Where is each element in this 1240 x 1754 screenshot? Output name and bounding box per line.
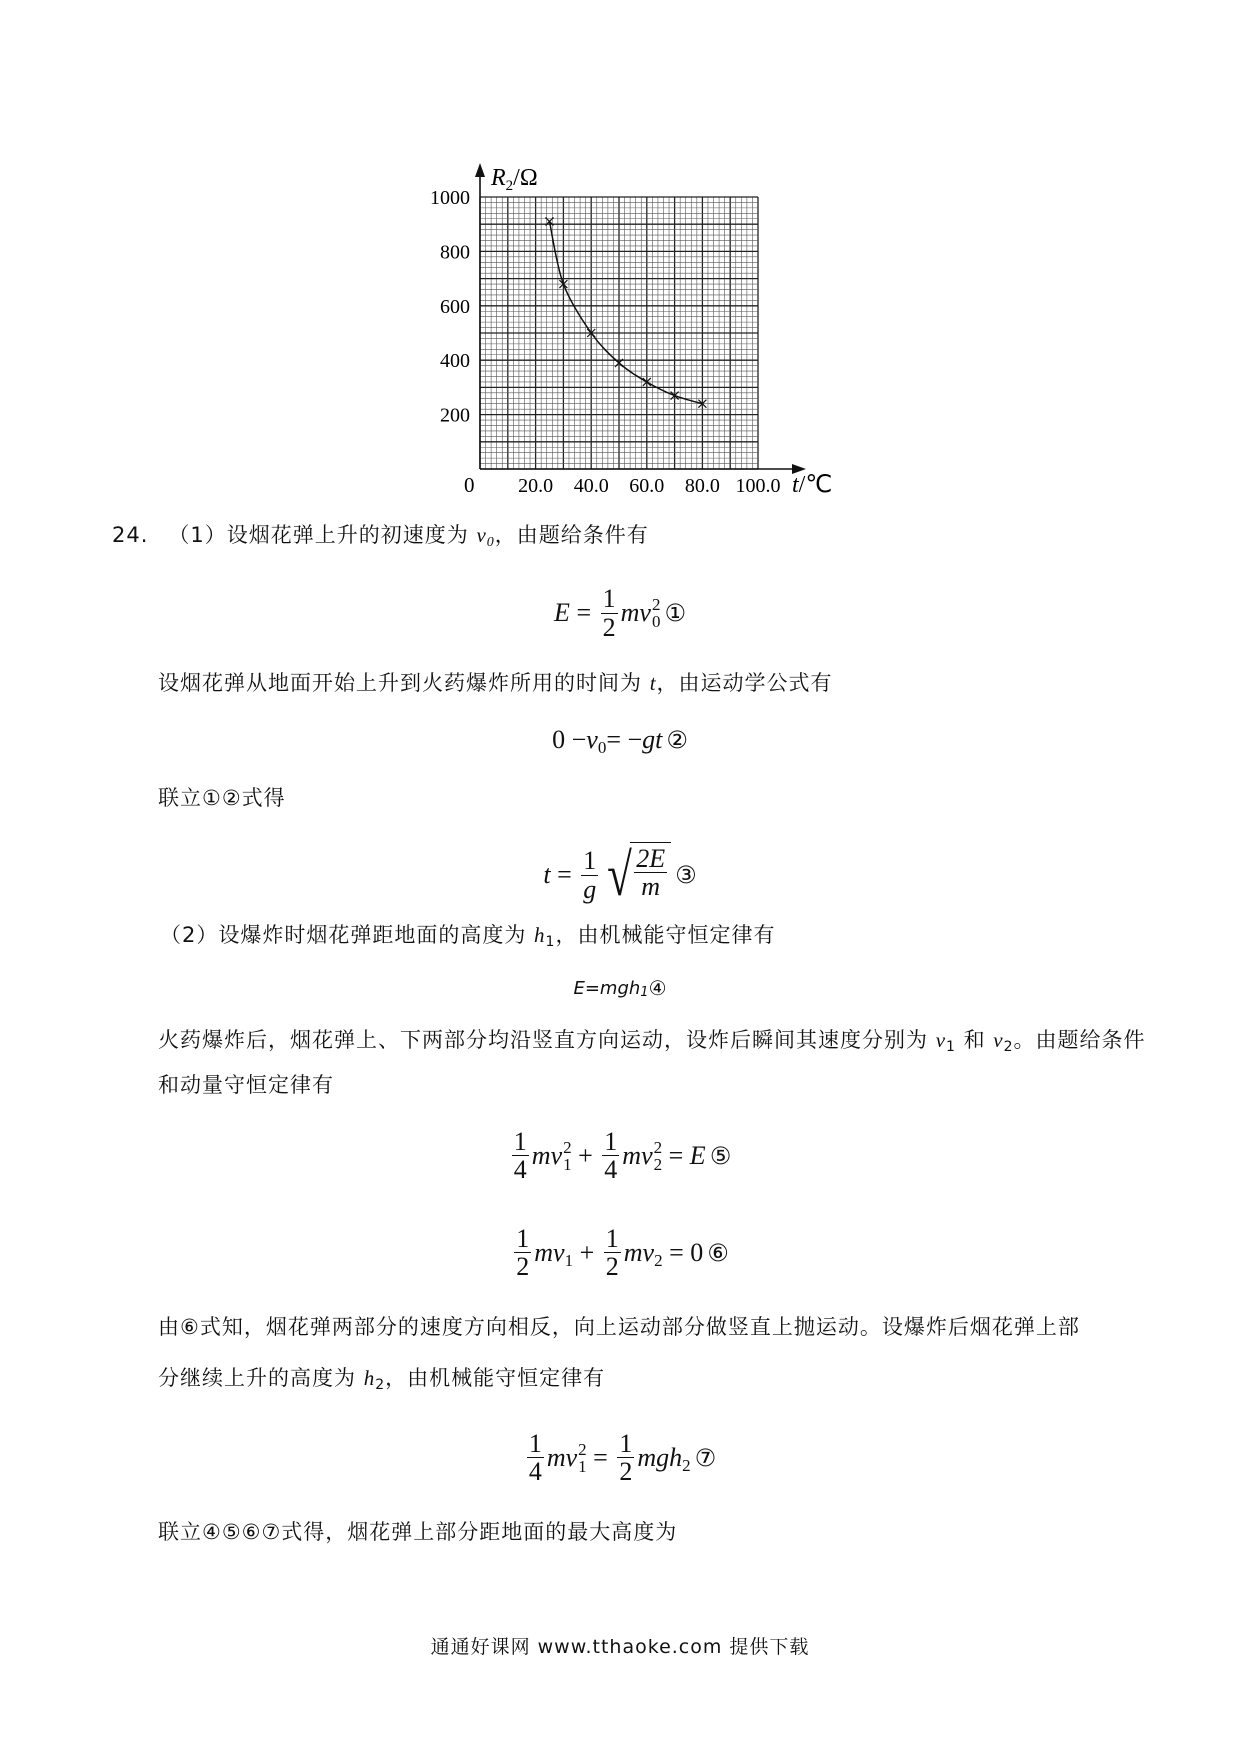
equation-7: $\frac{1}{4}$ mv 2 1 = $\frac{1}{2}$ mgh 2 ⑦ (528, 1428, 717, 1486)
y-tick-label: 600 (440, 295, 470, 318)
y-axis-label: $R_2/\Omega$ (491, 165, 538, 194)
question-line-1: 24. （1）设烟花弹上升的初速度为 v0，由题给条件有 (112, 523, 649, 550)
x-tick-label: 80.0 (684, 475, 720, 497)
text-line-3: 联立①②式得 (158, 786, 286, 810)
y-axis-arrow-icon (475, 163, 485, 177)
text-line-6b: 分继续上升的高度为 h2，由机械能守恒定律有 (158, 1366, 606, 1393)
x-axis-label: t/℃ (792, 472, 833, 498)
x-tick-label: 20.0 (518, 475, 554, 497)
question-number: 24. (112, 523, 149, 547)
equation-5: $\frac{1}{4}$ mv 2 1 + $\frac{1}{4}$ mv 2 2 = E ⑤ (513, 1126, 732, 1184)
text-line-2: 设烟花弹从地面开始上升到火药爆炸所用的时间为 t，由运动学公式有 (158, 671, 833, 695)
equation-4: E=mgh 1 ④ (573, 976, 667, 1000)
x-tick-label: 60.0 (629, 475, 665, 497)
text-line-4: （2）设爆炸时烟花弹距地面的高度为 h1，由机械能守恒定律有 (160, 923, 776, 950)
y-tick-label: 200 (440, 404, 470, 427)
text-line-5b: 和动量守恒定律有 (158, 1073, 334, 1097)
y-tick-label: 400 (440, 350, 470, 373)
equation-2: 0 − v 0 = − gt ② (552, 725, 688, 757)
y-tick-label: 1000 (430, 187, 470, 209)
x-tick-label: 100.0 (735, 475, 781, 497)
text-line-7: 联立④⑤⑥⑦式得，烟花弹上部分距地面的最大高度为 (158, 1520, 678, 1544)
text-line-6a: 由⑥式知，烟花弹两部分的速度方向相反，向上运动部分做竖直上抛运动。设爆炸后烟花弹上部 (158, 1315, 1080, 1339)
equation-6: $\frac{1}{2}$ mv 1 + $\frac{1}{2}$ mv 2 = 0 ⑥ (516, 1223, 729, 1281)
x-tick-label: 40.0 (573, 475, 609, 497)
equation-1: E = $\frac{1}{2}$ mv 2 0 ① (554, 584, 686, 642)
text-line-5a: 火药爆炸后，烟花弹上、下两部分均沿竖直方向运动，设炸后瞬间其速度分别为 v1 和 v2。由题给条件 (158, 1028, 1146, 1055)
equation-3: t = $\frac{1}{g}$ √ $\frac{2E}{m}$ ③ (543, 842, 697, 908)
resistance-temperature-chart (0, 0, 1240, 520)
origin-label: 0 (464, 473, 475, 497)
y-tick-label: 800 (440, 241, 470, 264)
page-footer: 通通好课网 www.tthaoke.com 提供下载 (430, 1636, 810, 1658)
